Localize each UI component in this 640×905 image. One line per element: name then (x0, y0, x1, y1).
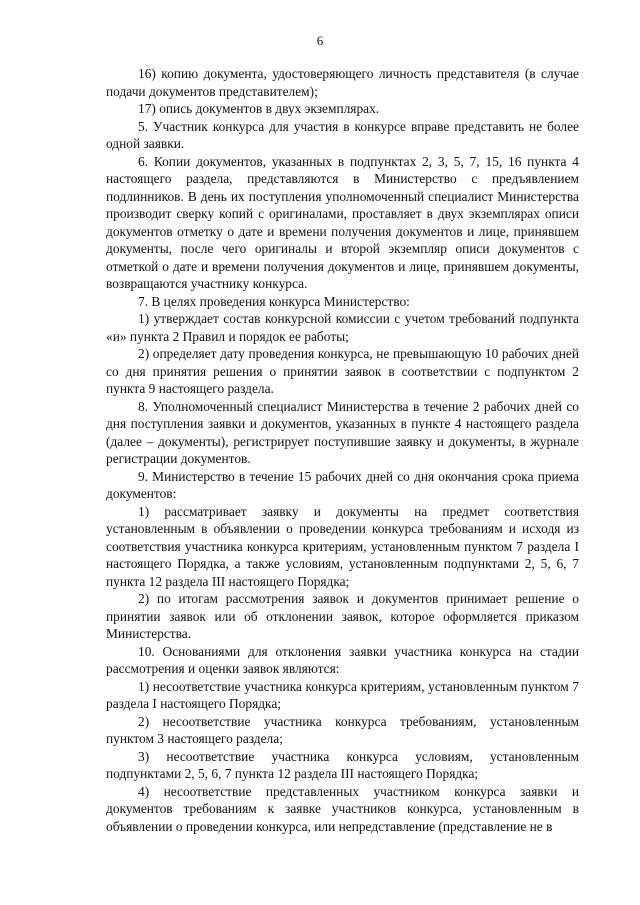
paragraph: 1) утверждает состав конкурсной комиссии с учетом требований подпункта «и» пункта 2 Правил и порядок ее работы; (106, 311, 579, 344)
paragraph: 2) по итогам рассмотрения заявок и документов принимает решение о принятии заявок или об отклонении заявок, которое оформляется приказом Министерства. (106, 591, 579, 641)
paragraph: 10. Основаниями для отклонения заявки участника конкурса на стадии рассмотрения и оценки заявок являются: (106, 643, 579, 676)
page-number: 6 (316, 33, 324, 48)
paragraph: 6. Копии документов, указанных в подпунктах 2, 3, 5, 7, 15, 16 пункта 4 настоящего раздела, представляются в Министерство с предъявлением подлинников. В день их поступления уполномоченный специалист Министерства производит сверку копий с оригиналами, проставляет в двух экземплярах описи документов отметку о дате и времени получения документов и лице, принявшем документы, после чего оригиналы и второй экземпляр описи документов с отметкой о дате и времени получения документов и лице, принявшем документы, возвращаются участнику конкурса. (106, 153, 579, 291)
paragraph: 4) несоответствие представленных участником конкурса заявки и документов требованиям к заявке участников конкурса, установленным в объявлении о проведении конкурса, или непредставление (представление не в (106, 783, 579, 834)
paragraph: 7. В целях проведения конкурса Министерство: (138, 293, 410, 309)
paragraph: 17) опись документов в двух экземплярах. (138, 101, 380, 116)
paragraph: 1) рассматривает заявку и документы на предмет соответствия установленным в объявлении о проведении конкурса требованиям и исходя из соответствия участника конкурса критериям, установленным пунктом 7 раздела I настоящего Порядка, а также условиям, установленным подпунктами 2, 5, 6, 7 пункта 12 раздела III настоящего Порядка; (106, 503, 579, 589)
paragraph: 9. Министерство в течение 15 рабочих дней со дня окончания срока приема документов: (106, 468, 579, 501)
document-body (106, 65, 579, 835)
paragraph: 5. Участник конкурса для участия в конкурсе вправе представить не более одной заявки. (106, 118, 579, 151)
paragraph: 1) несоответствие участника конкурса критериям, установленным пунктом 7 раздела I настоящего Порядка; (106, 678, 579, 711)
paragraph: 8. Уполномоченный специалист Министерства в течение 2 рабочих дней со дня поступления заявки и документов, указанных в пункте 4 настоящего раздела (далее – документы), регистрирует поступившие заявку и документы, в журнале регистрации документов. (106, 398, 579, 466)
paragraph: 3) несоответствие участника конкурса условиям, установленным подпунктами 2, 5, 6, 7 пункта 12 раздела III настоящего Порядка; (106, 748, 579, 781)
paragraph: 2) несоответствие участника конкурса требованиям, установленным пунктом 3 настоящего раздела; (106, 713, 579, 746)
paragraph: 2) определяет дату проведения конкурса, не превышающую 10 рабочих дней со дня принятия решения о принятии заявок в соответствии с подпунктом 2 пункта 9 настоящего раздела. (106, 346, 579, 396)
paragraph: 16) копию документа, удостоверяющего личность представителя (в случае подачи документов представителем); (106, 66, 579, 99)
